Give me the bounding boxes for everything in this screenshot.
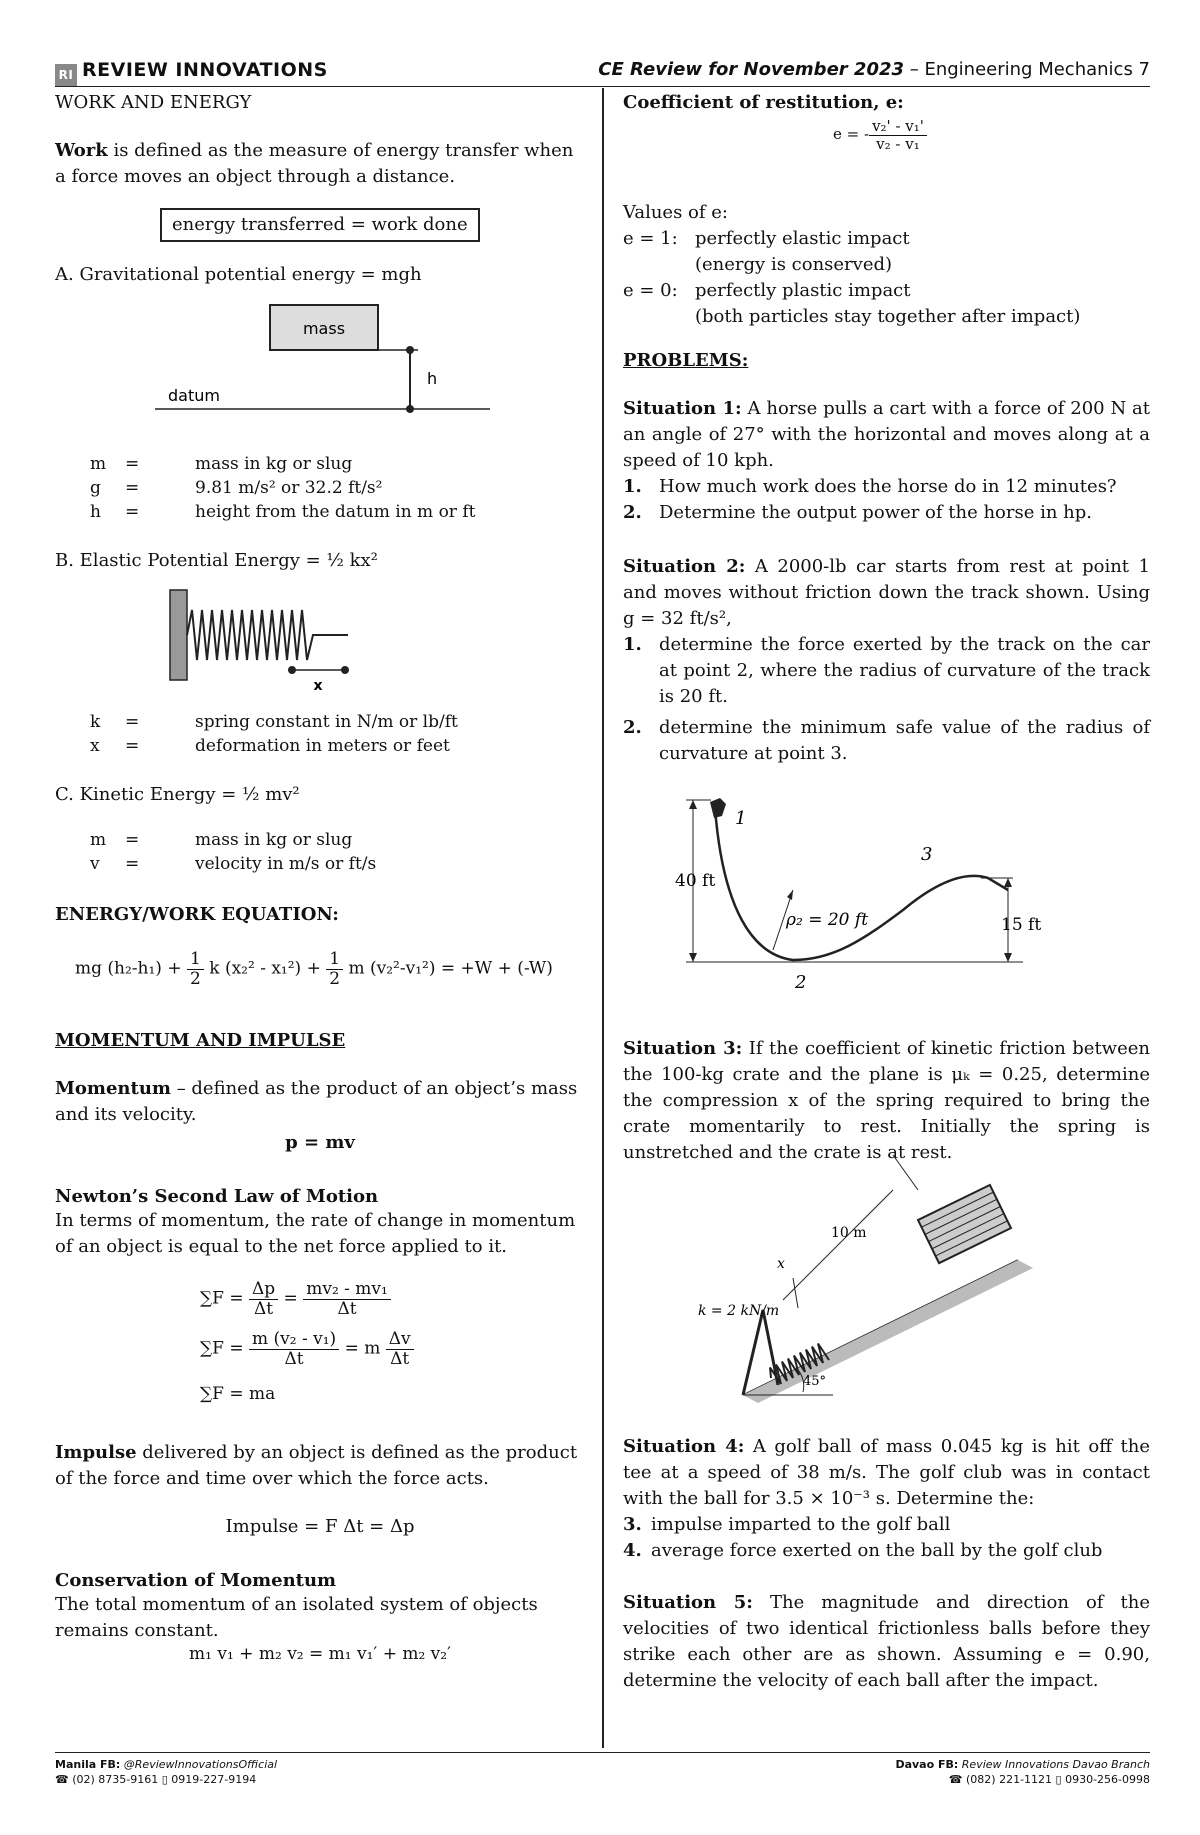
section-title-work-energy: WORK AND ENERGY (55, 92, 252, 113)
logo: RI REVIEW INNOVATIONS (55, 57, 328, 86)
problems-title: PROBLEMS: (623, 350, 749, 371)
spring-figure (170, 588, 370, 693)
ke-definitions: m = mass in kg or slug v = velocity in m/s or ft/s (90, 830, 377, 874)
list-item: 4. average force exerted on the ball by the golf club (623, 1540, 1103, 1562)
impulse-equation: Impulse = F Δt = Δp (225, 1516, 415, 1537)
footer-manila: Manila FB: @ReviewInnovationsOfficial ☎ (02) 8735-9161 ▯ 0919-227-9194 (55, 1758, 278, 1787)
h-label: h (427, 369, 438, 388)
values-title: Values of e: (623, 202, 728, 223)
angle-label: 45° (803, 1374, 827, 1389)
newton-title: Newton’s Second Law of Motion (55, 1186, 379, 1207)
impulse-definition: Impulse delivered by an object is defined as the product of the force and time over which the force acts. (55, 1442, 578, 1490)
height-40-label: 40 ft (675, 871, 716, 891)
list-item: 3. impulse imparted to the golf ball (623, 1514, 951, 1536)
datum-label: datum (168, 386, 220, 405)
cor-title: Coefficient of restitution, e: (623, 92, 904, 113)
column-divider (602, 88, 604, 1748)
work-definition: Work is defined as the measure of energy transfer when a force moves an object through a distance. (55, 140, 574, 188)
header-course: CE Review for November 2023 – Engineering Mechanics 7 (598, 59, 1150, 80)
momentum-equation: p = mv (285, 1132, 355, 1153)
epe-definitions: k = spring constant in N/m or lb/ft x = deformation in meters or feet (90, 712, 458, 756)
crate (918, 1185, 1011, 1263)
distance-10m-label: 10 m (831, 1225, 867, 1241)
logo-mark: RI (55, 64, 77, 86)
section-title-energy-work-equation: ENERGY/WORK EQUATION: (55, 904, 339, 925)
point-2-label: 2 (795, 972, 807, 993)
list-item: 1. determine the force exerted by the track on the car at point 2, where the radius of curvature of the track is 20 ft. (623, 634, 1150, 708)
list-item: 2. determine the minimum safe value of the radius of curvature at point 3. (623, 716, 1150, 764)
incline-hatch (743, 1260, 1033, 1403)
track-figure (675, 790, 1103, 993)
car-icon (710, 798, 726, 818)
situation-3: Situation 3: If the coefficient of kinetic friction between the 100-kg crate and the plane is μₖ = 0.25, determine the compression x of the spring required to bring the crate momentarily to rest. Initially the spring is unstretched and the crate is at rest. (623, 1038, 1150, 1164)
newton-definition: In terms of momentum, the rate of change in momentum of an object is equal to the net force applied to it. (55, 1210, 576, 1258)
point-3-label: 3 (921, 844, 933, 865)
list-item: 1. How much work does the horse do in 12 minutes? (623, 476, 1117, 498)
situation-2: Situation 2: A 2000-lb car starts from rest at point 1 and moves without friction down the track shown. Using g = 32 ft/s², 1. determine the force exerted by the track on the car at point 2, where the radius of curvature of the track is 20 ft. 2. determine the minimum safe value of the radius of curvature at point 3. (623, 554, 1150, 767)
page-header (55, 55, 1150, 87)
energy-work-equation: mg (h₂-h₁) + $\frac{1}{2}$ k (x₂² - x₁²) + $\frac{1}{2}$ m (v₂²-v₁²) = +W + (-W) (75, 949, 553, 989)
situation-4: Situation 4: A golf ball of mass 0.045 kg is hit off the tee at a speed of 38 m/s. The golf club was in contact with the ball for 3.5 × 10⁻³ s. Determine the: 3. impulse imparted to the golf ball 4. average force exerted on the ball by the golf club (623, 1434, 1150, 1564)
gpe-figure (115, 295, 515, 420)
values-list: e = 1: perfectly elastic impact (energy is conserved) e = 0: perfectly plastic impact (both particles stay together after impact) (623, 228, 1081, 327)
energy-box: energy transferred = work done (160, 208, 480, 242)
section-title-momentum-impulse: MOMENTUM AND IMPULSE (55, 1030, 346, 1051)
footer-davao: Davao FB: Review Innovations Davao Branch ☎ (082) 221-1121 ▯ 0930-256-0998 (895, 1758, 1150, 1787)
x-label: x (313, 678, 323, 694)
spring (187, 610, 348, 660)
incline-figure (698, 1160, 1063, 1410)
x-label: x (777, 1256, 785, 1272)
epe-label: B. Elastic Potential Energy = ½ kx² (55, 550, 378, 571)
cor-equation: e = - $\frac{\text{v₂' - v₁'}}{\text{v₂ - v₁}}$ (833, 118, 927, 152)
ke-label: C. Kinetic Energy = ½ mv² (55, 784, 300, 805)
track-curve (715, 808, 1008, 960)
situation-5: Situation 5: The magnitude and direction of the velocities of two identical frictionless balls before they strike each other are as shown. Assuming e = 0.90, determine the velocity of each ball after the impact. (623, 1592, 1150, 1692)
spring-constant-label: k = 2 kN/m (698, 1303, 780, 1319)
situation-1: Situation 1: A horse pulls a cart with a force of 200 N at an angle of 27° with the horizontal and moves along at a speed of 10 kph. 1. How much work does the horse do in 12 minutes? 2. Determine the output power of the horse in hp. (623, 396, 1150, 526)
newton-equations: ∑F = $\frac{\Delta p}{\Delta t}$ = $\frac{\text{mv₂ - mv₁}}{\Delta t}$ ∑F = $\frac{\text{m (v₂ - v₁)}}{\Delta t}$ = m $\frac{\Delta v}{\Delta t}$ ∑F = ma (200, 1280, 414, 1403)
conservation-definition: The total momentum of an isolated system of objects remains constant. (55, 1594, 538, 1642)
conservation-title: Conservation of Momentum (55, 1570, 337, 1591)
conservation-equation: m₁ v₁ + m₂ v₂ = m₁ v₁′ + m₂ v₂′ (189, 1644, 451, 1664)
height-15-label: 15 ft (1001, 915, 1042, 935)
wall (170, 590, 187, 680)
rho-label: ρ₂ = 20 ft (786, 910, 869, 930)
point-1-label: 1 (735, 808, 747, 829)
mass-label: mass (302, 319, 346, 338)
page-footer (55, 1752, 1150, 1787)
gpe-definitions: m = mass in kg or slug g = 9.81 m/s² or 32.2 ft/s² h = height from the datum in m or ft (90, 454, 476, 522)
momentum-definition: Momentum – defined as the product of an object’s mass and its velocity. (55, 1078, 578, 1126)
gpe-label: A. Gravitational potential energy = mgh (55, 264, 422, 285)
list-item: 2. Determine the output power of the horse in hp. (623, 502, 1093, 524)
